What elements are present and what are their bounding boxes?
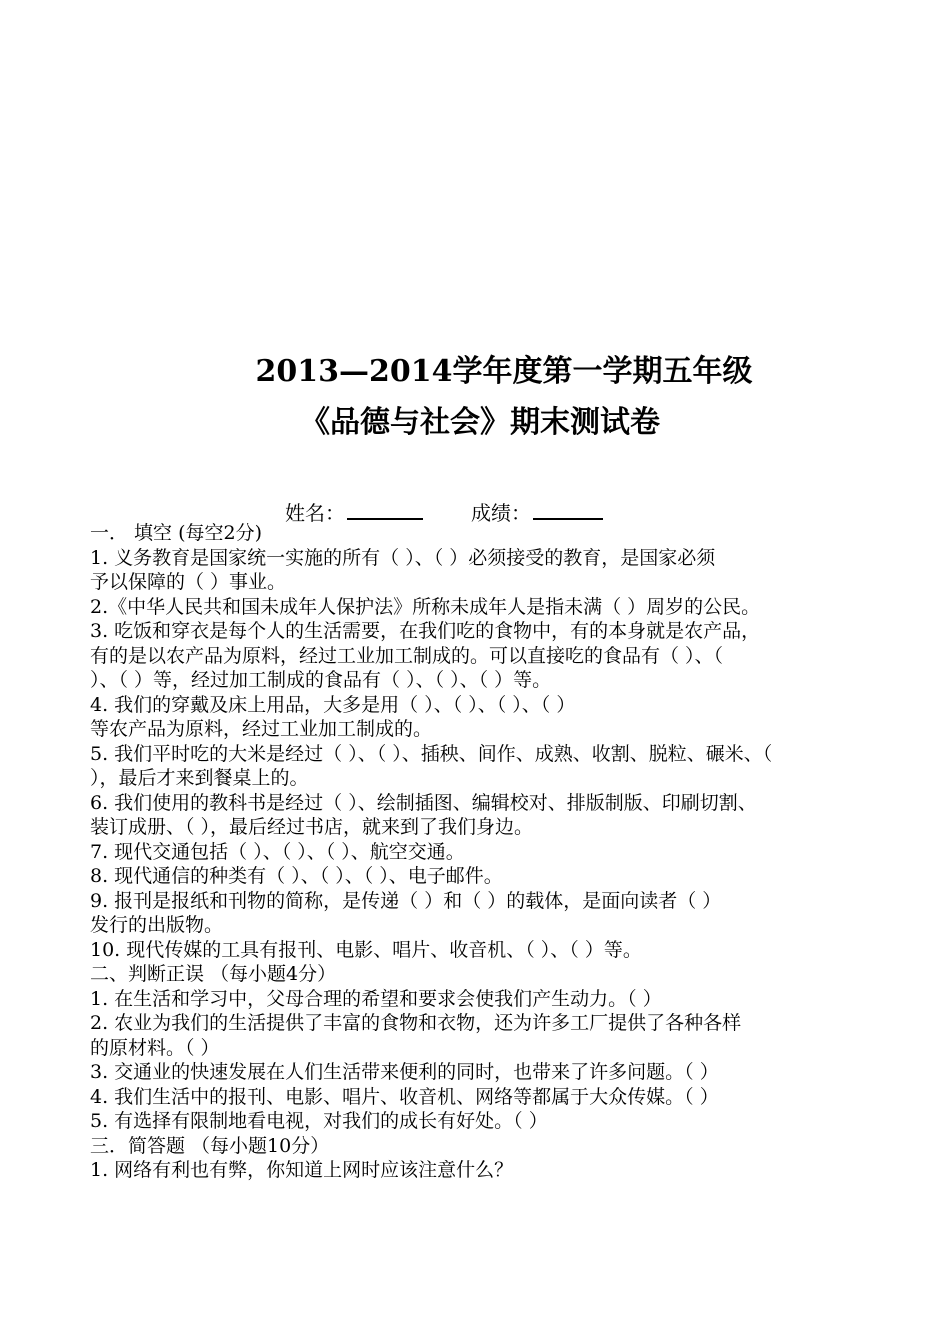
score-label: 成绩： <box>471 501 531 525</box>
question-line: 4. 我们生活中的报刊、电影、唱片、收音机、网络等都属于大众传媒。（ ） <box>90 1085 719 1108</box>
question-line: 2.《中华人民共和国未成年人保护法》所称未成年人是指未满（ ）周岁的公民。 <box>90 595 761 618</box>
question-line: 8. 现代通信的种类有（ ）、（ ）、（ ）、电子邮件。 <box>90 865 503 887</box>
score-blank[interactable] <box>533 496 603 520</box>
name-label: 姓名： <box>285 501 345 525</box>
question-line: 5. 有选择有限制地看电视，对我们的成长有好处。（ ） <box>90 1110 548 1132</box>
exam-title-line1: 2013—2014学年度第一学期五年级 <box>255 354 753 389</box>
exam-title-line2: 《品德与社会》期末测试卷 <box>300 405 660 440</box>
question-line: 发行的出版物。 <box>90 914 224 936</box>
question-line: 2. 农业为我们的生活提供了丰富的食物和衣物，还为许多工厂提供了各种各样 <box>90 1012 742 1034</box>
question-line: 有的是以农产品为原料，经过工业加工制成的。可以直接吃的食品有（ ）、（ <box>90 644 724 667</box>
question-line: 4. 我们的穿戴及床上用品，大多是用（ ）、（ ）、（ ）、（ ） <box>90 693 576 716</box>
question-line: 9. 报刊是报纸和刊物的简称，是传递（ ）和（ ）的载体，是面向读者（ ） <box>90 889 722 912</box>
question-line: 5. 我们平时吃的大米是经过（ ）、（ ）、插秧、间作、成熟、收割、脱粒、碾米、（ <box>90 742 773 765</box>
question-line: 等农产品为原料，经过工业加工制成的。 <box>90 718 433 740</box>
exam-content <box>90 521 880 1183</box>
section-heading-short-answer: 三．简答题 （每小题10分） <box>90 1134 330 1157</box>
question-line: 10. 现代传媒的工具有报刊、电影、唱片、收音机、（ ）、（ ）等。 <box>90 938 642 961</box>
question-line: 装订成册、（ ），最后经过书店，就来到了我们身边。 <box>90 816 534 838</box>
question-line: 6. 我们使用的教科书是经过（ ）、绘制插图、编辑校对、排版制版、印刷切割、 <box>90 791 757 814</box>
question-line: 1. 网络有利也有弊，你知道上网时应该注意什么？ <box>90 1159 514 1181</box>
section-heading-true-false: 二、判断正误 （每小题4分） <box>90 963 337 985</box>
question-line: 予以保障的（ ）事业。 <box>90 571 287 593</box>
question-line: ），最后才来到餐桌上的。 <box>90 767 309 789</box>
question-line: 3. 交通业的快速发展在人们生活带来便利的同时，也带来了许多问题。（ ） <box>90 1061 719 1083</box>
question-line: ）、（ ）等，经过加工制成的食品有（ ）、（ ）、（ ）等。 <box>90 669 552 691</box>
question-line: 3. 吃饭和穿衣是每个人的生活需要，在我们吃的食物中，有的本身就是农产品， <box>90 620 761 642</box>
name-blank[interactable] <box>347 496 423 520</box>
question-line: 的原材料。（ ） <box>90 1036 220 1059</box>
question-line: 1. 在生活和学习中，父母合理的希望和要求会使我们产生动力。（ ） <box>90 987 662 1010</box>
question-line: 7. 现代交通包括（ ）、（ ）、（ ）、航空交通。 <box>90 840 465 863</box>
question-line: 1. 义务教育是国家统一实施的所有（ ）、（ ）必须接受的教育，是国家必须 <box>90 546 716 569</box>
section-heading-fill-blank: 一． 填空 (每空2分) <box>90 522 262 544</box>
